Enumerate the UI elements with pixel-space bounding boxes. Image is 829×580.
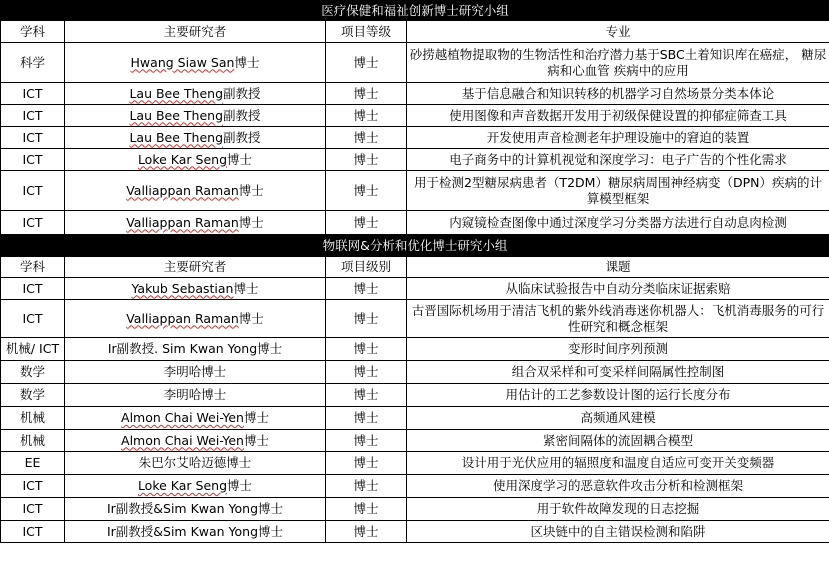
topic-cell: 从临床试验报告中自动分类临床证据索赔 [407, 278, 829, 300]
table-row [1, 83, 829, 105]
table-row [1, 452, 829, 475]
level-cell: 博士 [326, 475, 407, 498]
investigator-cell [65, 211, 326, 235]
topic-cell: 变形时间序列预测 [407, 338, 829, 361]
investigator-cell [65, 452, 326, 475]
subject-cell: 数学 [1, 361, 65, 384]
investigator-name: Hwang Siaw San [130, 54, 235, 70]
table-row [1, 105, 829, 127]
subject-cell: ICT [1, 498, 65, 521]
investigator-cell [65, 430, 326, 452]
level-cell: 博士 [326, 127, 407, 149]
topic-cell: 高频通风建模 [407, 407, 829, 430]
subject-cell: ICT [1, 149, 65, 171]
investigator-name: Almon Chai Wei-Yen [121, 432, 244, 448]
level-cell: 博士 [326, 384, 407, 407]
header-row [1, 21, 829, 43]
investigator-name: Almon Chai Wei-Yen [121, 410, 244, 425]
table-row [1, 211, 829, 235]
table-row [1, 521, 829, 543]
subject-cell: EE [1, 452, 65, 475]
investigator-title: 博士 [238, 310, 264, 326]
table-row [1, 498, 829, 521]
level-cell: 博士 [326, 278, 407, 300]
investigator-name: Ir副教授. Sim Kwan Yong [107, 341, 258, 356]
investigator-title: 博士 [257, 341, 283, 356]
investigator-title: 博士 [234, 54, 260, 70]
section-title-row [1, 235, 829, 257]
topic-cell: 组合双采样和可变采样间隔属性控制图 [407, 361, 829, 384]
subject-cell: 机械 [1, 407, 65, 430]
level-cell: 博士 [326, 43, 407, 83]
investigator-cell [65, 361, 326, 384]
column-header: 主要研究者 [65, 21, 326, 43]
subject-cell: 科学 [1, 43, 65, 83]
topic-cell: 内窥镜检查图像中通过深度学习分类器方法进行自动息肉检测 [407, 211, 829, 235]
section-title: 医疗保健和福祉创新博士研究小组 [1, 1, 829, 21]
topic-cell: 区块链中的自主错误检测和陷阱 [407, 521, 829, 543]
subject-cell: 机械/ ICT [1, 338, 65, 361]
investigator-cell [65, 278, 326, 300]
topic-cell: 开发使用声音检测老年护理设施中的窘迫的装置 [407, 127, 829, 149]
subject-cell: ICT [1, 211, 65, 235]
investigator-title: 博士 [238, 182, 264, 198]
table-row [1, 149, 829, 171]
column-header: 主要研究者 [65, 257, 326, 278]
topic-cell: 古晋国际机场用于清洁飞机的紫外线消毒迷你机器人：飞机消毒服务的可行性研究和概念框架 [407, 300, 829, 338]
section-title: 物联网&分析和优化博士研究小组 [1, 235, 829, 257]
investigator-cell [65, 521, 326, 543]
investigator-cell [65, 171, 326, 211]
table-row [1, 127, 829, 149]
level-cell: 博士 [326, 300, 407, 338]
investigator-title: 博士 [243, 410, 269, 425]
investigator-cell [65, 43, 326, 83]
topic-cell: 用估计的工艺参数设计图的运行长度分布 [407, 384, 829, 407]
subject-cell: ICT [1, 171, 65, 211]
investigator-cell [65, 149, 326, 171]
investigator-name: Valliappan Raman [126, 310, 239, 326]
table-row [1, 384, 829, 407]
investigator-name: Loke Kar Seng [137, 151, 228, 167]
topic-cell: 电子商务中的计算机视觉和深度学习：电子广告的个性化需求 [407, 149, 829, 171]
investigator-title: 博士 [238, 214, 264, 230]
table-row [1, 430, 829, 452]
topic-cell: 设计用于光伏应用的辐照度和温度自适应可变开关变频器 [407, 452, 829, 475]
investigator-title: 博士 [258, 523, 284, 539]
level-cell: 博士 [326, 105, 407, 127]
column-header: 课题 [407, 257, 829, 278]
level-cell: 博士 [326, 407, 407, 430]
level-cell: 博士 [326, 83, 407, 105]
topic-cell: 使用图像和声音数据开发用于初级保健设置的抑郁症筛查工具 [407, 105, 829, 127]
table-row [1, 475, 829, 498]
level-cell: 博士 [326, 452, 407, 475]
level-cell: 博士 [326, 430, 407, 452]
investigator-name: Ir副教授&Sim Kwan Yong [106, 523, 259, 539]
topic-cell: 使用深度学习的恶意软件攻击分析和检测框架 [407, 475, 829, 498]
column-header: 项目等级 [326, 21, 407, 43]
level-cell: 博士 [326, 338, 407, 361]
investigator-cell [65, 338, 326, 361]
investigator-name: 朱巴尔艾哈迈德博士 [138, 455, 252, 470]
table-row [1, 338, 829, 361]
topic-cell: 基于信息融合和知识转移的机器学习自然场景分类本体论 [407, 83, 829, 105]
table-row [1, 43, 829, 83]
investigator-cell [65, 384, 326, 407]
subject-cell: 机械 [1, 430, 65, 452]
topic-cell: 用于软件故障发现的日志挖掘 [407, 498, 829, 521]
section-title-row [1, 1, 829, 21]
subject-cell: ICT [1, 127, 65, 149]
investigator-cell [65, 475, 326, 498]
investigator-title: 博士 [227, 478, 253, 493]
investigator-title: 副教授 [223, 129, 261, 145]
investigator-name: Valliappan Raman [126, 182, 239, 198]
table-row [1, 278, 829, 300]
investigator-cell [65, 407, 326, 430]
investigator-name: Loke Kar Seng [137, 478, 228, 493]
investigator-cell [65, 83, 326, 105]
column-header: 专业 [407, 21, 829, 43]
investigator-name: 李明哈博士 [163, 387, 227, 402]
column-header: 学科 [1, 257, 65, 278]
level-cell: 博士 [326, 361, 407, 384]
header-row [1, 257, 829, 278]
level-cell: 博士 [326, 498, 407, 521]
investigator-cell [65, 498, 326, 521]
topic-cell: 用于检测2型糖尿病患者（T2DM）糖尿病周围神经病变（DPN）疾病的计算模型框架 [407, 171, 829, 211]
subject-cell: ICT [1, 83, 65, 105]
subject-cell: 数学 [1, 384, 65, 407]
level-cell: 博士 [326, 171, 407, 211]
investigator-name: Ir副教授&Sim Kwan Yong [106, 501, 259, 516]
investigator-name: Lau Bee Theng [129, 107, 224, 123]
topic-cell: 紧密间隔体的流固耦合模型 [407, 430, 829, 452]
investigator-cell [65, 127, 326, 149]
level-cell: 博士 [326, 521, 407, 543]
investigator-name: Lau Bee Theng [129, 85, 224, 101]
table-row [1, 407, 829, 430]
table-row [1, 361, 829, 384]
subject-cell: ICT [1, 521, 65, 543]
investigator-name: Yakub Sebastian [131, 280, 234, 296]
investigator-cell [65, 300, 326, 338]
topic-cell: 砂捞越植物提取物的生物活性和治疗潜力基于SBC土着知识库在癌症， 糖尿病和心血管 疾病中的应用 [407, 43, 829, 83]
column-header: 项目级别 [326, 257, 407, 278]
investigator-title: 博士 [233, 280, 259, 296]
subject-cell: ICT [1, 475, 65, 498]
investigator-title: 博士 [243, 432, 269, 448]
level-cell: 博士 [326, 211, 407, 235]
column-header: 学科 [1, 21, 65, 43]
investigator-title: 博士 [227, 151, 253, 167]
investigator-title: 副教授 [223, 85, 261, 101]
investigator-name: 李明哈博士 [163, 364, 227, 379]
investigator-name: Valliappan Raman [126, 214, 239, 230]
subject-cell: ICT [1, 300, 65, 338]
investigator-name: Lau Bee Theng [129, 129, 224, 145]
table-row [1, 171, 829, 211]
subject-cell: ICT [1, 278, 65, 300]
investigator-cell [65, 105, 326, 127]
investigator-title: 副教授 [223, 107, 261, 123]
investigator-title: 博士 [258, 501, 284, 516]
level-cell: 博士 [326, 149, 407, 171]
subject-cell: ICT [1, 105, 65, 127]
table-row [1, 300, 829, 338]
